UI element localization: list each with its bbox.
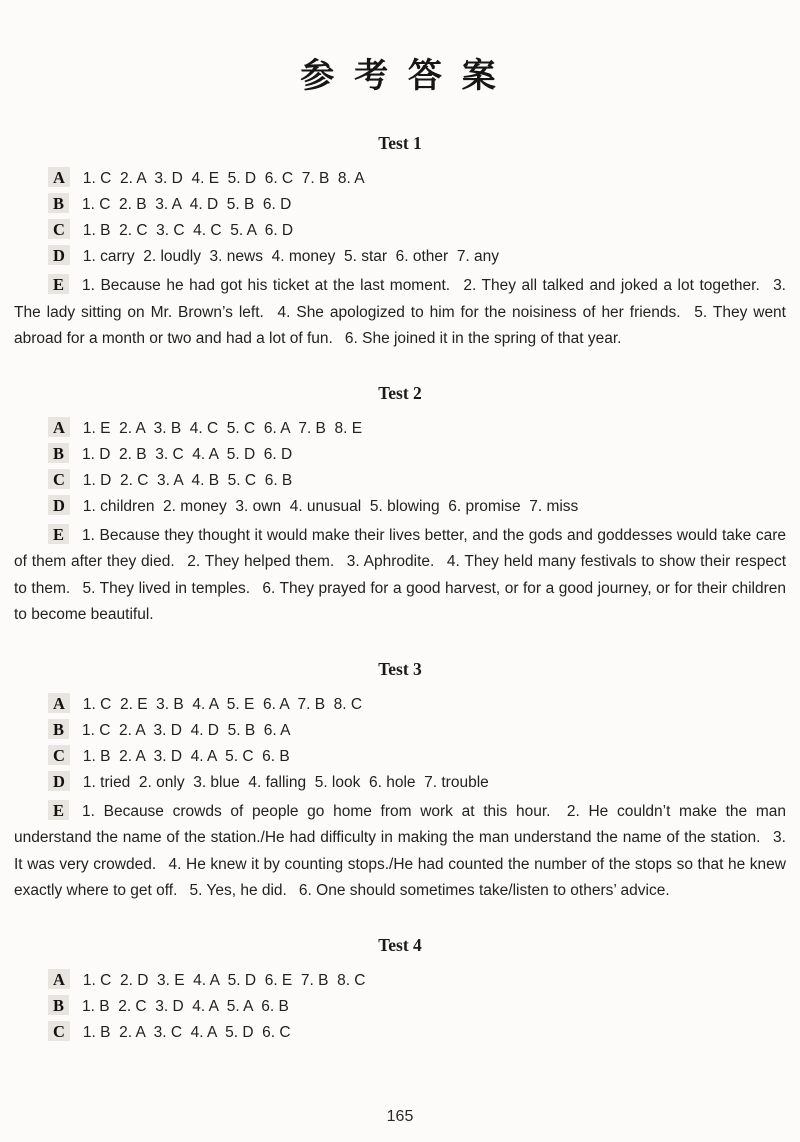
essay-answer-paragraph (14, 523, 786, 629)
section-letter-badge: D (48, 245, 70, 265)
essay-text: 1. Because crowds of people go home from work at this hour. 2. He couldn’t make the man understand the name of the station./He had difficulty in making the man understand the name of the station. 3. It was very crowded. 4. He knew it by counting stops./He had counted the number of the stops so that he knew exactly where to get off. 5. Yes, he did. 6. One should sometimes take/listen to others’ advice. (14, 802, 786, 899)
section-letter-badge: A (48, 693, 70, 713)
page-title: 参 考 答 案 (300, 56, 500, 96)
answer-text: 1. carry 2. loudly 3. news 4. money 5. star 6. other 7. any (82, 248, 500, 265)
answer-row (14, 443, 786, 465)
essay-text: 1. Because they thought it would make their lives better, and the gods and goddesses would take care of them after they died. 2. They helped them. 3. Aphrodite. 4. They held many festivals to show their respect to them. 5. They lived in temples. 6. They prayed for a good harvest, or for a good journey, or for their children to become beautiful. (14, 526, 786, 623)
section-letter-badge: E (48, 800, 69, 820)
answer-row (14, 771, 786, 793)
answer-text: 1. E 2. A 3. B 4. C 5. C 6. A 7. B 8. E (82, 419, 363, 437)
answer-text: 1. C 2. A 3. D 4. D 5. B 6. A (82, 721, 291, 739)
test-heading: Test 4 (378, 934, 422, 955)
answer-text: 1. C 2. D 3. E 4. A 5. D 6. E 7. B 8. C (82, 971, 366, 989)
section-letter-badge: B (48, 443, 69, 463)
essay-text: 1. Because he had got his ticket at the last moment. 2. They all talked and joked a lot together. 3. The lady sitting on Mr. Brown’s left. 4. She apologized to him for the noisiness of her friends. 5. They went abroad for a month or two and had a lot of fun. 6. She joined it in the spring of that year. (14, 277, 786, 347)
section-letter-badge: C (48, 745, 70, 765)
answer-row (14, 1021, 786, 1043)
section-letter-badge: C (48, 219, 70, 239)
section-letter-badge: A (48, 969, 70, 989)
section-letter-badge: A (48, 167, 70, 187)
answer-text: 1. D 2. B 3. C 4. A 5. D 6. D (82, 445, 293, 463)
section-letter-badge: D (48, 771, 70, 791)
test-heading: Test 3 (378, 658, 422, 679)
answer-row (14, 469, 786, 491)
answer-text: 1. C 2. B 3. A 4. D 5. B 6. D (82, 196, 292, 213)
test-heading: Test 2 (378, 382, 422, 403)
answer-text: 1. D 2. C 3. A 4. B 5. C 6. B (82, 471, 293, 489)
test-section-2 (14, 357, 786, 633)
answer-row (14, 193, 786, 215)
answer-row (14, 719, 786, 741)
answer-text: 1. B 2. C 3. D 4. A 5. A 6. B (82, 997, 289, 1015)
section-letter-badge: E (48, 524, 69, 544)
answer-row (14, 745, 786, 767)
section-letter-badge: A (48, 417, 70, 437)
test-heading: Test 1 (378, 133, 422, 153)
answer-text: 1. B 2. A 3. D 4. A 5. C 6. B (82, 747, 290, 765)
section-letter-badge: C (48, 1021, 70, 1041)
test-section-1 (14, 107, 786, 357)
section-letter-badge: B (48, 719, 69, 739)
answer-text: 1. B 2. A 3. C 4. A 5. D 6. C (82, 1023, 291, 1041)
answer-text: 1. B 2. C 3. C 4. C 5. A 6. D (82, 222, 294, 239)
page-number: 165 (386, 1108, 414, 1125)
answer-row (14, 245, 786, 267)
answer-row (14, 995, 786, 1017)
answer-row (14, 219, 786, 241)
section-letter-badge: C (48, 469, 70, 489)
section-letter-badge: B (48, 995, 69, 1015)
test-section-4 (14, 909, 786, 1047)
essay-answer-paragraph (14, 799, 786, 905)
answer-row (14, 495, 786, 517)
answer-text: 1. tried 2. only 3. blue 4. falling 5. look 6. hole 7. trouble (82, 773, 489, 791)
answer-row (14, 167, 786, 189)
section-letter-badge: D (48, 495, 70, 515)
answer-text: 1. children 2. money 3. own 4. unusual 5. blowing 6. promise 7. miss (82, 497, 579, 515)
answer-row (14, 693, 786, 715)
section-letter-badge: E (48, 274, 69, 294)
answer-row (14, 969, 786, 991)
section-letter-badge: B (48, 193, 69, 213)
essay-answer-paragraph (14, 273, 786, 353)
answer-text: 1. C 2. E 3. B 4. A 5. E 6. A 7. B 8. C (82, 695, 363, 713)
test-section-3 (14, 633, 786, 909)
answer-row (14, 417, 786, 439)
answer-text: 1. C 2. A 3. D 4. E 5. D 6. C 7. B 8. A (82, 170, 365, 187)
